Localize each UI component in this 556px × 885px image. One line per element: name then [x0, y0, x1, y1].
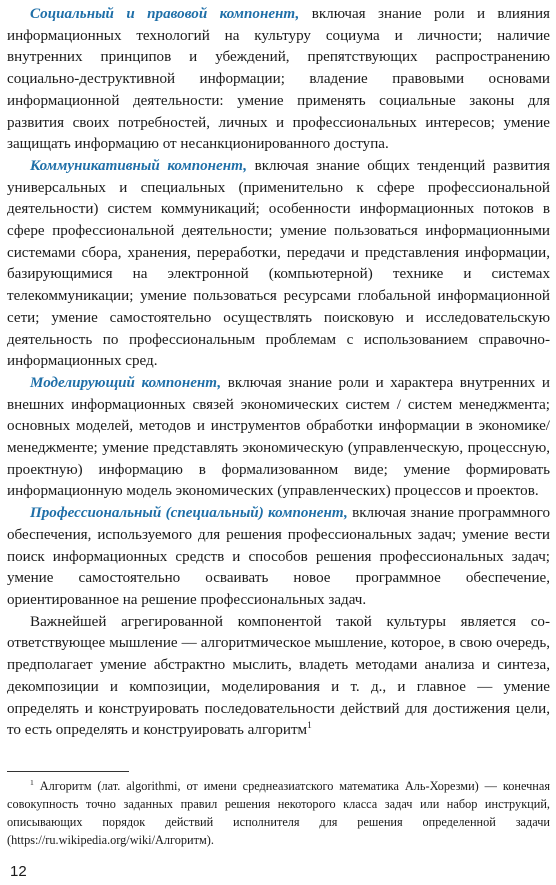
paragraph-algorithmic-thinking — [7, 612, 550, 742]
paragraph-professional — [7, 503, 550, 612]
paragraph-modeling — [7, 373, 550, 503]
page-body — [7, 4, 550, 742]
paragraph-text: включая знание роли и влияния информационных технологий на культуру социума и личности; наличие внутренних принципов и убеждений, препятствующих распространению социально-деструктивной информации; владение правовыми основами информационной деятельности: умение применять социальные законы для развития своих потребностей, личных и профессиональных интересов; умение защищать информацию от несанкционированного доступа. — [7, 6, 550, 153]
term-modeling: Моделирующий компонент, — [30, 374, 222, 391]
paragraph-text: включая знание общих тенденций развития универсальных и специальных (применительно к сфере профессиональной деятельности) систем коммуникаций; особенности информационных потоков в сфере профессиональной деятельности; умение пользоваться информационными системами сбора, хранения, переработки, передачи и представления информации, базирующимися на электронной (компьютерной) технике и системах телекоммуникации; умение пользоваться ресурсами глобальной информационной сети; умение самостоятельно осуществлять поисковую и исследовательскую деятельность по профессиональным проблемам с использованием справочно-информационных сред. — [7, 157, 551, 370]
footnote-reference[interactable]: 1 — [307, 721, 312, 732]
footnote-marker: 1 — [30, 777, 34, 787]
footnote-divider — [7, 771, 129, 772]
term-social-legal: Социальный и правовой компонент, — [30, 6, 300, 22]
paragraph-social-legal — [7, 4, 550, 156]
paragraph-communicative — [7, 156, 550, 373]
page-number: 12 — [10, 863, 27, 880]
footnote — [7, 777, 550, 849]
term-communicative: Коммуникативный компонент, — [30, 157, 247, 174]
term-professional: Профессиональный (специальный) компонент, — [30, 505, 348, 522]
paragraph-text: включая знание роли и характера внутренних и внешних информационных связей экономических систем / систем менеджмента; основных моделей, методов и инструментов обработки информации в экономике/менеджменте; умение представлять экономическую (управленческую, процессную, проектную) информацию в формализованном виде; умение формировать информационную модель экономических (управленческих) процессов и проектов. — [7, 374, 550, 500]
footnote-text: Алгоритм (лат. algorithmi, от имени среднеазиатского математика Аль-Хорезми) — конечная совокупность точно заданных правил решения некоторого класса задач или набор инструкций, описывающих порядок действий исполнителя для решения определенной задачи (https://ru.wikipedia.org/wiki/Алгоритм). — [7, 779, 550, 847]
paragraph-text: включая знание программного обеспечения, используемого для решения профессиональных задач; умение вести поиск информационных средств и способов решения профессиональных задач; умение самостоятельно осваивать новое программное обеспечение, ориентированное на решение профессиональных задач. — [7, 505, 551, 608]
paragraph-text: Важнейшей агрегированной компонентой такой культуры является соответствующее мышление — алгоритмическое мышление, которое, в свою очередь, предполагает умение абстрактно мыслить, владеть методами анализа и синтеза, декомпозиции и композиции, моделирования и т. д., и главное — умение определять и конструировать последовательности действий для достижения цели, то есть определять и конструировать алгоритм — [7, 613, 550, 739]
